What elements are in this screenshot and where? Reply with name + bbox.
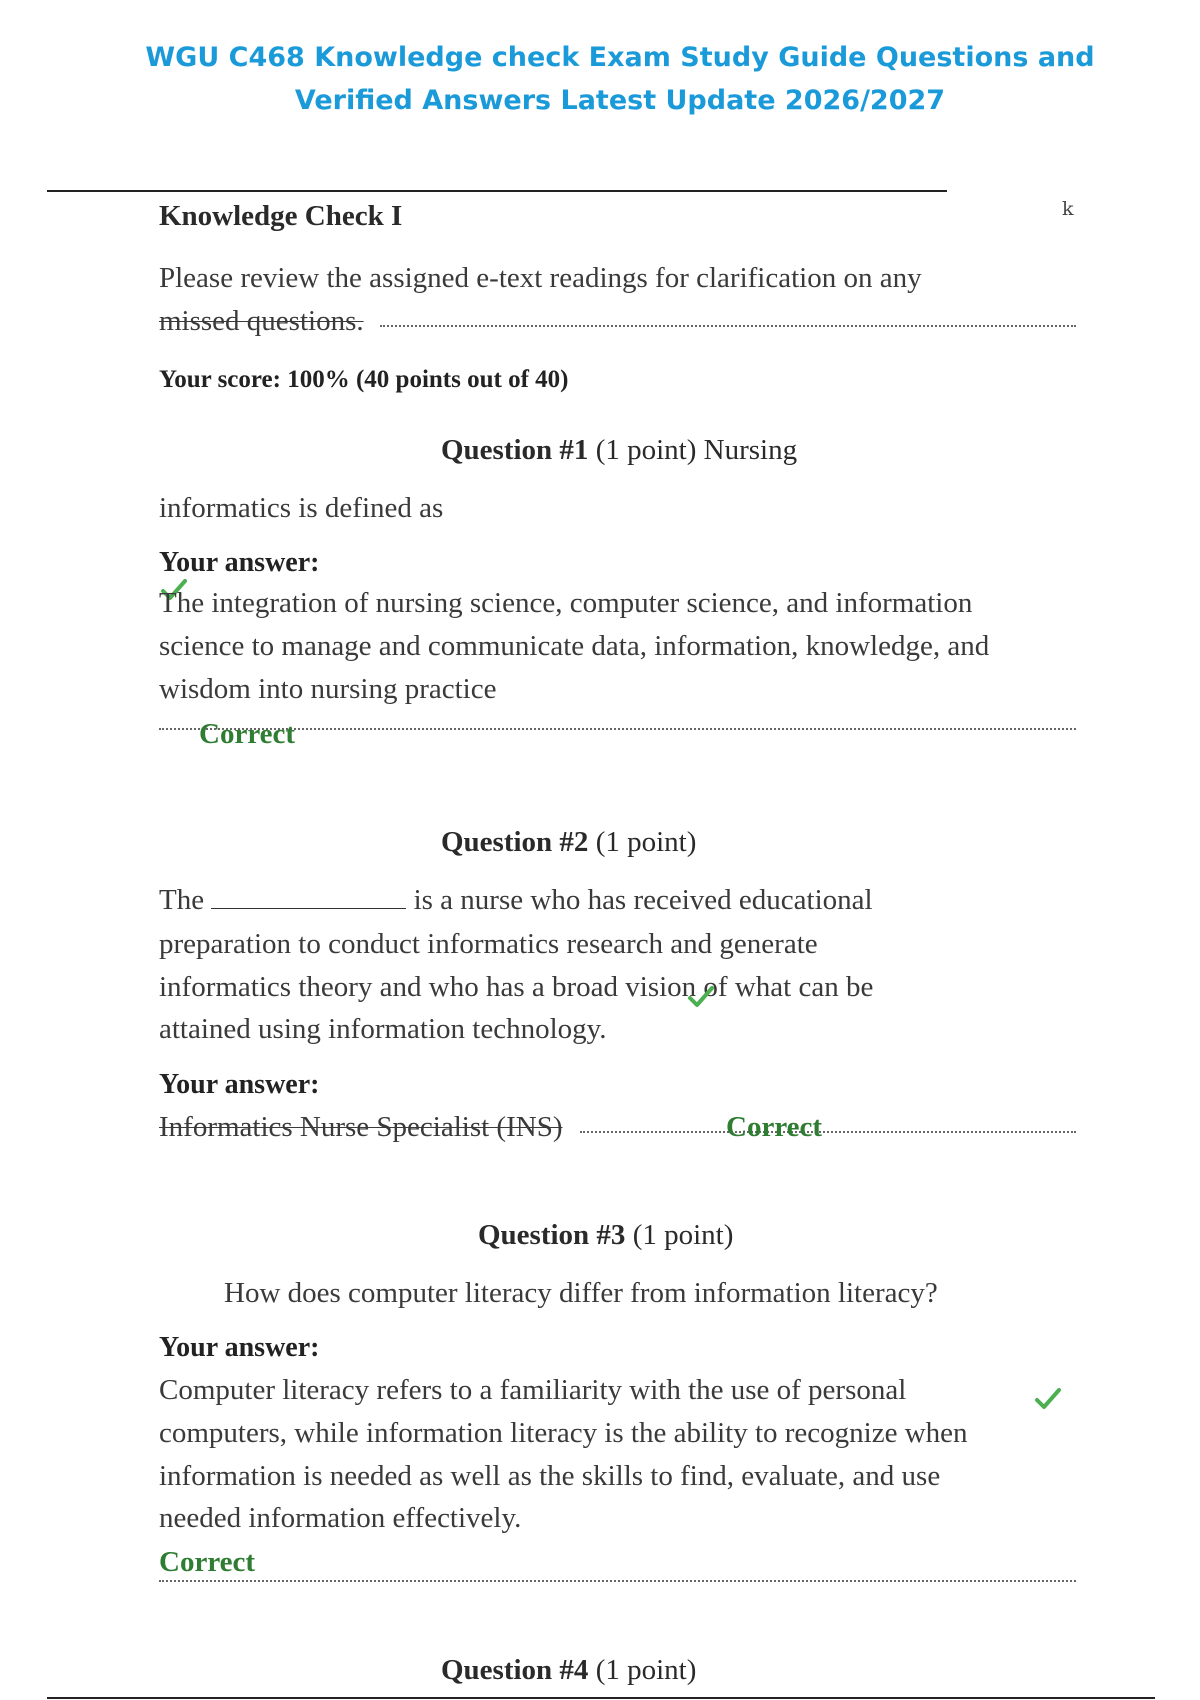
question-2-prompt-line-2: preparation to conduct informatics research and generate bbox=[159, 928, 818, 960]
intro-line-2: missed questions. bbox=[159, 305, 364, 337]
check-icon bbox=[687, 985, 715, 1009]
question-1-dotted-rule bbox=[159, 728, 1076, 730]
question-4-points: (1 point) bbox=[595, 1654, 697, 1686]
check-icon bbox=[1034, 1387, 1062, 1411]
question-3-prompt: How does computer literacy differ from information literacy? bbox=[224, 1277, 938, 1309]
question-1-answer-line-3: wisdom into nursing practice bbox=[159, 673, 497, 705]
question-3-answer-line-1: Computer literacy refers to a familiarity with the use of personal bbox=[159, 1374, 907, 1406]
question-2-dotted-rule bbox=[580, 1131, 1076, 1133]
question-1-title-tail: Nursing bbox=[703, 434, 798, 466]
question-2-answer-label: Your answer: bbox=[159, 1069, 320, 1100]
question-1-title bbox=[441, 434, 797, 467]
question-2-prompt-line-3: informatics theory and who has a broad vision of what can be bbox=[159, 971, 874, 1003]
question-3-answer-label: Your answer: bbox=[159, 1332, 320, 1363]
question-2-prompt-line-1-rest: is a nurse who has received educational bbox=[413, 884, 873, 916]
question-2-prompt-line-4: attained using information technology. bbox=[159, 1013, 607, 1045]
question-3-points: (1 point) bbox=[632, 1219, 734, 1251]
intro-dotted-rule bbox=[380, 325, 1076, 327]
question-3-number: Question #3 bbox=[478, 1219, 626, 1251]
question-1-prompt: informatics is defined as bbox=[159, 492, 444, 524]
question-3-dotted-rule bbox=[159, 1580, 1076, 1582]
score-text: Your score: 100% (40 points out of 40) bbox=[159, 366, 569, 393]
question-3-title bbox=[478, 1219, 733, 1252]
top-divider bbox=[47, 190, 947, 192]
bottom-divider bbox=[47, 1697, 1155, 1699]
question-2-prompt-line-1 bbox=[159, 884, 873, 917]
stray-character: k bbox=[1062, 198, 1074, 220]
question-1-number: Question #1 bbox=[441, 434, 589, 466]
intro-line-1: Please review the assigned e-text readings for clarification on any bbox=[159, 262, 922, 294]
question-2-prompt-start: The bbox=[159, 884, 205, 916]
question-3-result: Correct bbox=[159, 1546, 256, 1578]
question-2-title bbox=[441, 826, 696, 859]
question-4-title bbox=[441, 1654, 696, 1687]
question-1-result: Correct bbox=[199, 718, 296, 750]
question-3-answer-line-2: computers, while information literacy is the ability to recognize when bbox=[159, 1417, 968, 1449]
question-2-number: Question #2 bbox=[441, 826, 589, 858]
question-3-answer-line-4: needed information effectively. bbox=[159, 1502, 522, 1534]
question-2-answer: Informatics Nurse Specialist (INS) bbox=[159, 1111, 563, 1143]
question-4-number: Question #4 bbox=[441, 1654, 589, 1686]
document-title-line-2: Verified Answers Latest Update 2026/2027 bbox=[294, 85, 946, 116]
question-1-answer-line-1: The integration of nursing science, computer science, and information bbox=[159, 587, 973, 619]
document-title bbox=[130, 36, 1110, 122]
question-1-points: (1 point) bbox=[595, 434, 697, 466]
question-2-result: Correct bbox=[726, 1111, 823, 1143]
question-1-answer-line-2: science to manage and communicate data, information, knowledge, and bbox=[159, 630, 990, 662]
question-3-answer-line-3: information is needed as well as the skills to find, evaluate, and use bbox=[159, 1460, 941, 1492]
document-title-line-1: WGU C468 Knowledge check Exam Study Guide Questions and bbox=[145, 42, 1095, 73]
question-2-points: (1 point) bbox=[595, 826, 697, 858]
section-heading: Knowledge Check I bbox=[159, 200, 403, 232]
question-1-answer-label: Your answer: bbox=[159, 547, 320, 578]
fill-in-blank bbox=[211, 886, 406, 909]
